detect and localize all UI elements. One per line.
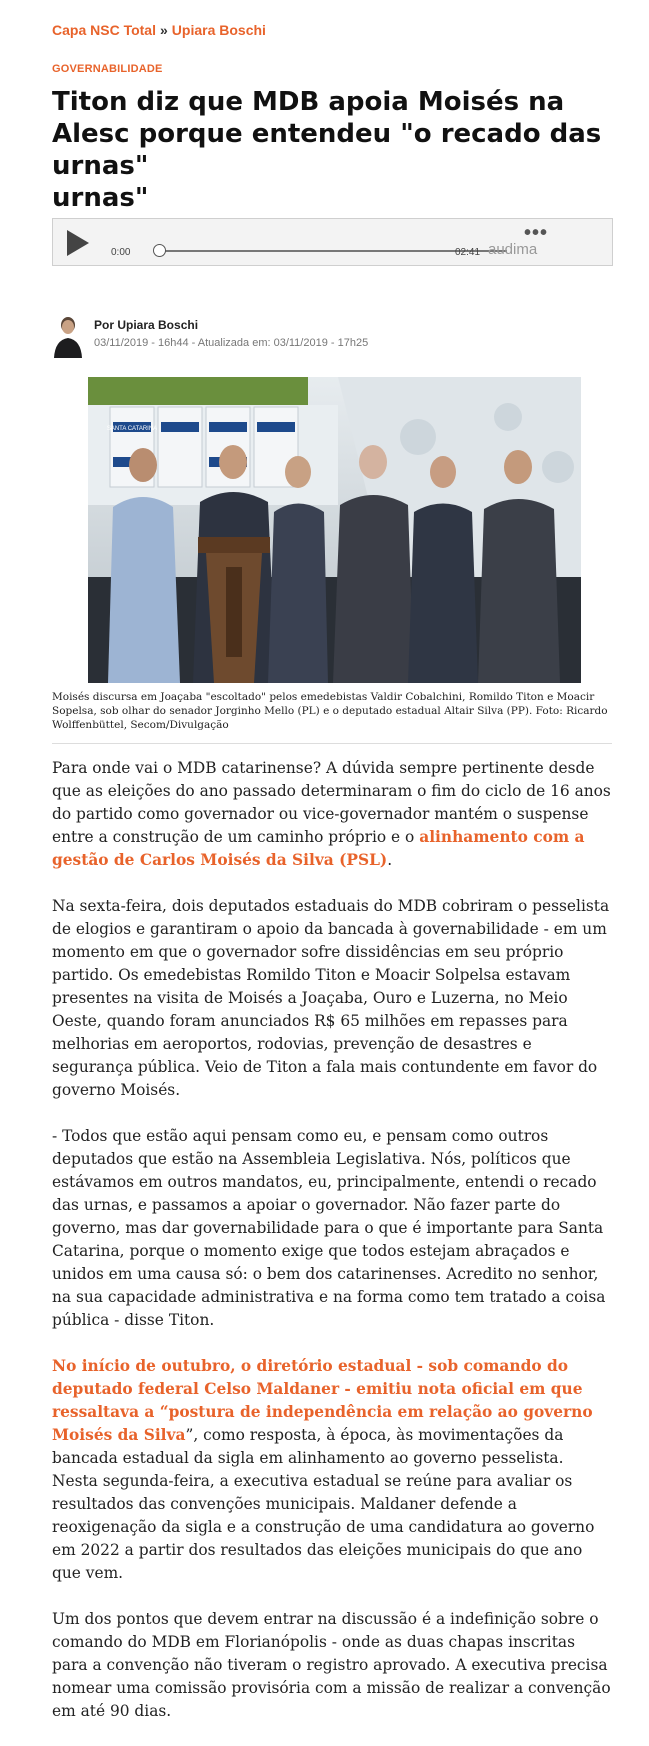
article-photo bbox=[88, 377, 581, 683]
alignment-link[interactable]: alinhamento com a gestão de Carlos Moisés da Silva (PSL) bbox=[52, 828, 585, 869]
breadcrumb-home-link[interactable]: Capa NSC Total bbox=[52, 22, 156, 38]
paragraph-4 bbox=[52, 1355, 612, 1585]
paragraph-1 bbox=[52, 757, 612, 872]
paragraph-3: - Todos que estão aqui pensam como eu, e pensam como outros deputados que estão na Assembleia Legislativa. Nós, políticos que estávamos em outros mandatos, eu, principalmente, entendi o recado das urnas, e passamos a apoiar o governador. Não fazer parte do governo, mas dar governabilidade para o que é importante para Santa Catarina, porque o momento exige que todos estejam abraçados e unidos em uma causa só: o bem dos catarinenses. Acredito no senhor, na sua capacidade administrativa e na forma como tem tratado a coisa pública - disse Titon. bbox=[52, 1127, 606, 1329]
publish-dates: 03/11/2019 - 16h44 - Atualizada em: 03/11/2019 - 17h25 bbox=[94, 337, 369, 349]
more-options-icon[interactable]: ••• bbox=[524, 222, 549, 244]
paragraph-4-text: ”, como resposta, à época, às movimentações da bancada estadual da sigla em alinhamento ao governo pesselista. Nesta segunda-feira, a executiva estadual se reúne para avaliar os resultados das convenções municipais. Maldaner defende a reoxigenação da sigla e a construção de uma candidatura ao governo em 2022 a partir dos resultados das eleições municipais do que ano que vem. bbox=[52, 1426, 595, 1582]
author-name[interactable]: Por Upiara Boschi bbox=[94, 318, 199, 332]
audio-player bbox=[52, 218, 613, 266]
divider bbox=[52, 743, 612, 744]
breadcrumb-section-link[interactable]: Upiara Boschi bbox=[171, 22, 266, 38]
official-note-link[interactable]: No início de outubro, o diretório estadual - sob comando do deputado federal Celso Maldaner - emitiu nota oficial em que ressaltava a “postura de independência em relação ao governo Moisés da Silva bbox=[52, 1357, 593, 1444]
current-time: 0:00 bbox=[111, 247, 131, 258]
progress-handle[interactable] bbox=[153, 244, 166, 257]
duration: 02:41 bbox=[455, 247, 481, 258]
paragraph-5: Um dos pontos que devem entrar na discussão é a indefinição sobre o comando do MDB em Florianópolis - onde as duas chapas inscritas para a convenção não tiveram o registro aprovado. A executiva precisa nomear uma comissão provisória com a missão de realizar a convenção em até 90 dias. bbox=[52, 1610, 611, 1720]
article-headline bbox=[52, 86, 612, 214]
breadcrumb-separator: » bbox=[159, 22, 168, 38]
play-icon[interactable] bbox=[67, 230, 89, 256]
headline-overflow-text: urnas" bbox=[52, 183, 149, 213]
paragraph-1-text: Para onde vai o MDB catarinense? A dúvida sempre pertinente desde que as eleições do ano passado determinaram o fim do ciclo de 16 anos do partido como governador ou vice-governador mantém o suspense entre a construção de um caminho próprio e o bbox=[52, 759, 611, 846]
photo-caption: Moisés discursa em Joaçaba "escoltado" pelos emedebistas Valdir Cobalchini, Romildo Titon e Moacir Sopelsa, sob olhar do senador Jorginho Mello (PL) e o deputado estadual Altair Silva (PP). Foto: Ricardo Wolffenbüttel, Secom/Divulgação bbox=[52, 691, 608, 731]
backdrop-text: SANTA CATARINA bbox=[106, 426, 158, 432]
paragraph-2: Na sexta-feira, dois deputados estaduais do MDB cobriram o pesselista de elogios e garantiram o apoio da bancada à governabilidade - em um momento em que o governador sofre dissidências em seu próprio partido. Os emedebistas Romildo Titon e Moacir Solpelsa estavam presentes na visita de Moisés a Joaçaba, Ouro e Luzerna, no Meio Oeste, quando foram anunciados R$ 65 milhões em repasses para melhorias em aeroportos, rodovias, prevenção de desastres e segurança pública. Veio de Titon a fala mais contundente em favor do governo Moisés. bbox=[52, 897, 610, 1099]
headline-text: Titon diz que MDB apoia Moisés na Alesc porque entendeu "o recado das urnas" bbox=[52, 87, 602, 181]
breadcrumb bbox=[52, 22, 266, 38]
article-body bbox=[52, 757, 612, 1746]
paragraph-1-end: . bbox=[387, 851, 393, 869]
audima-logo[interactable]: audima bbox=[488, 241, 538, 258]
section-kicker[interactable]: GOVERNABILIDADE bbox=[52, 63, 163, 75]
author-avatar[interactable] bbox=[52, 312, 84, 358]
